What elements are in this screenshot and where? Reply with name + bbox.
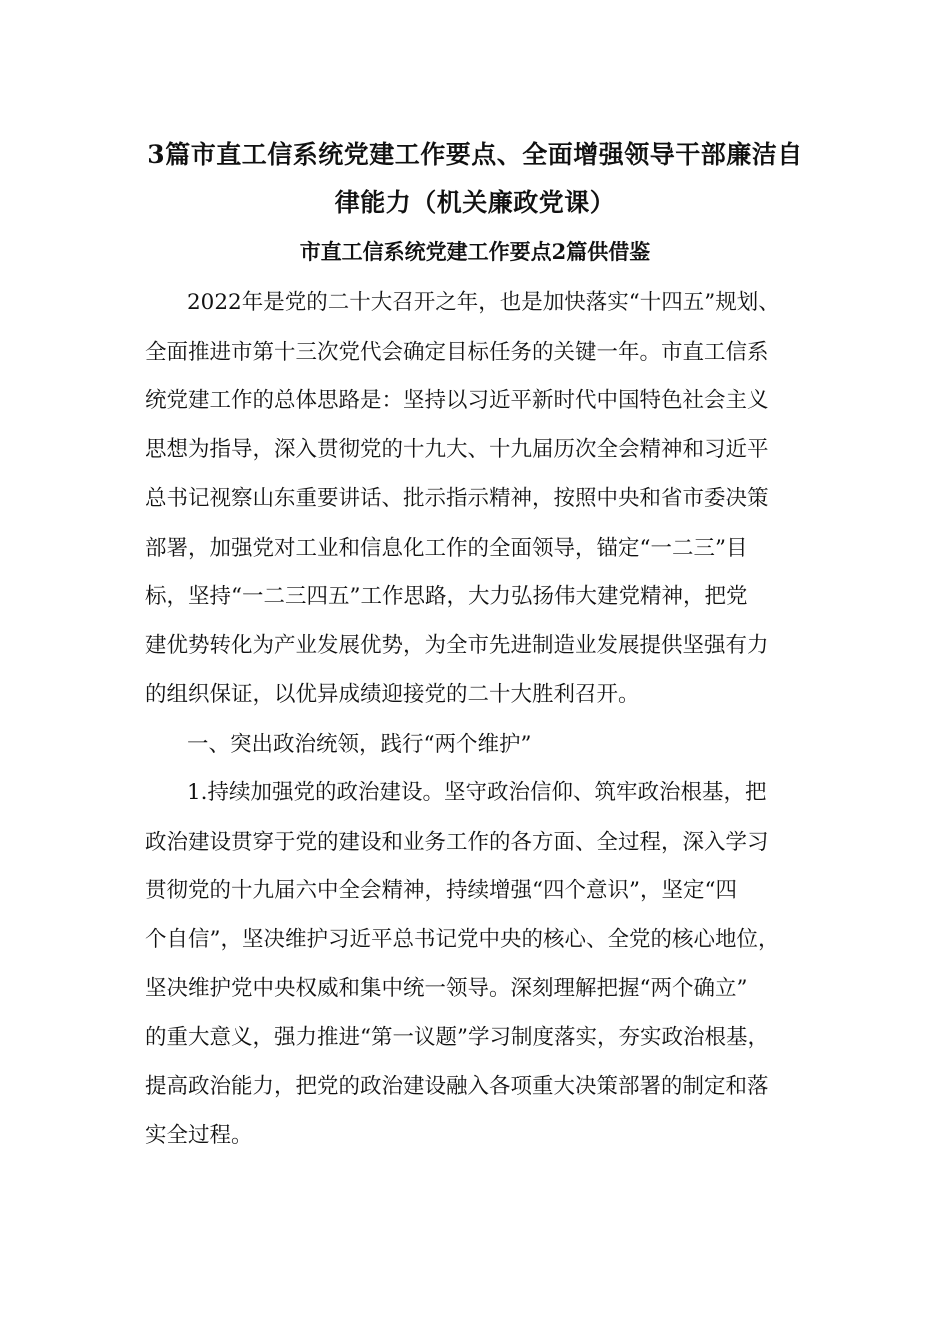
section-1-heading: 一、突出政治统领，践行“两个维护” xyxy=(187,732,532,757)
paragraph-line: 坚决维护党中央权威和集中统一领导。深刻理解把握“两个确立” xyxy=(145,976,748,1001)
paragraph-line: 个自信”，坚决维护习近平总书记党中央的核心、全党的核心地位， xyxy=(145,927,780,952)
paragraph-line: 全面推进市第十三次党代会确定目标任务的关键一年。市直工信系 xyxy=(145,340,769,365)
paragraph-line: 政治建设贯穿于党的建设和业务工作的各方面、全过程，深入学习 xyxy=(145,830,769,855)
paragraph-line: 1.持续加强党的政治建设。坚守政治信仰、筑牢政治根基，把 xyxy=(187,780,767,805)
paragraph-line: 的组织保证，以优异成绩迎接党的二十大胜利召开。 xyxy=(145,682,640,707)
document-title-line-1: 3篇市直工信系统党建工作要点、全面增强领导干部廉洁自 xyxy=(147,140,803,169)
paragraph-line: 统党建工作的总体思路是：坚持以习近平新时代中国特色社会主义 xyxy=(145,388,769,413)
paragraph-line: 贯彻党的十九届六中全会精神，持续增强“四个意识”，坚定“四 xyxy=(145,878,737,903)
paragraph-line: 的重大意义，强力推进“第一议题”学习制度落实，夯实政治根基， xyxy=(145,1025,769,1050)
paragraph-line: 2022年是党的二十大召开之年，也是加快落实“十四五”规划、 xyxy=(187,290,780,315)
document-subtitle: 市直工信系统党建工作要点2篇供借鉴 xyxy=(299,239,651,264)
paragraph-line: 标，坚持“一二三四五”工作思路，大力弘扬伟大建党精神，把党 xyxy=(145,584,748,609)
paragraph-line: 建优势转化为产业发展优势，为全市先进制造业发展提供坚强有力 xyxy=(145,633,769,658)
paragraph-line: 总书记视察山东重要讲话、批示指示精神，按照中央和省市委决策 xyxy=(145,486,769,511)
paragraph-line: 实全过程。 xyxy=(145,1123,253,1148)
paragraph-line: 思想为指导，深入贯彻党的十九大、十九届历次全会精神和习近平 xyxy=(145,437,769,462)
paragraph-line: 提高政治能力，把党的政治建设融入各项重大决策部署的制定和落 xyxy=(145,1074,769,1099)
paragraph-line: 部署，加强党对工业和信息化工作的全面领导，锚定“一二三”目 xyxy=(145,536,748,561)
document-title-line-2: 律能力（机关廉政党课） xyxy=(334,188,616,217)
